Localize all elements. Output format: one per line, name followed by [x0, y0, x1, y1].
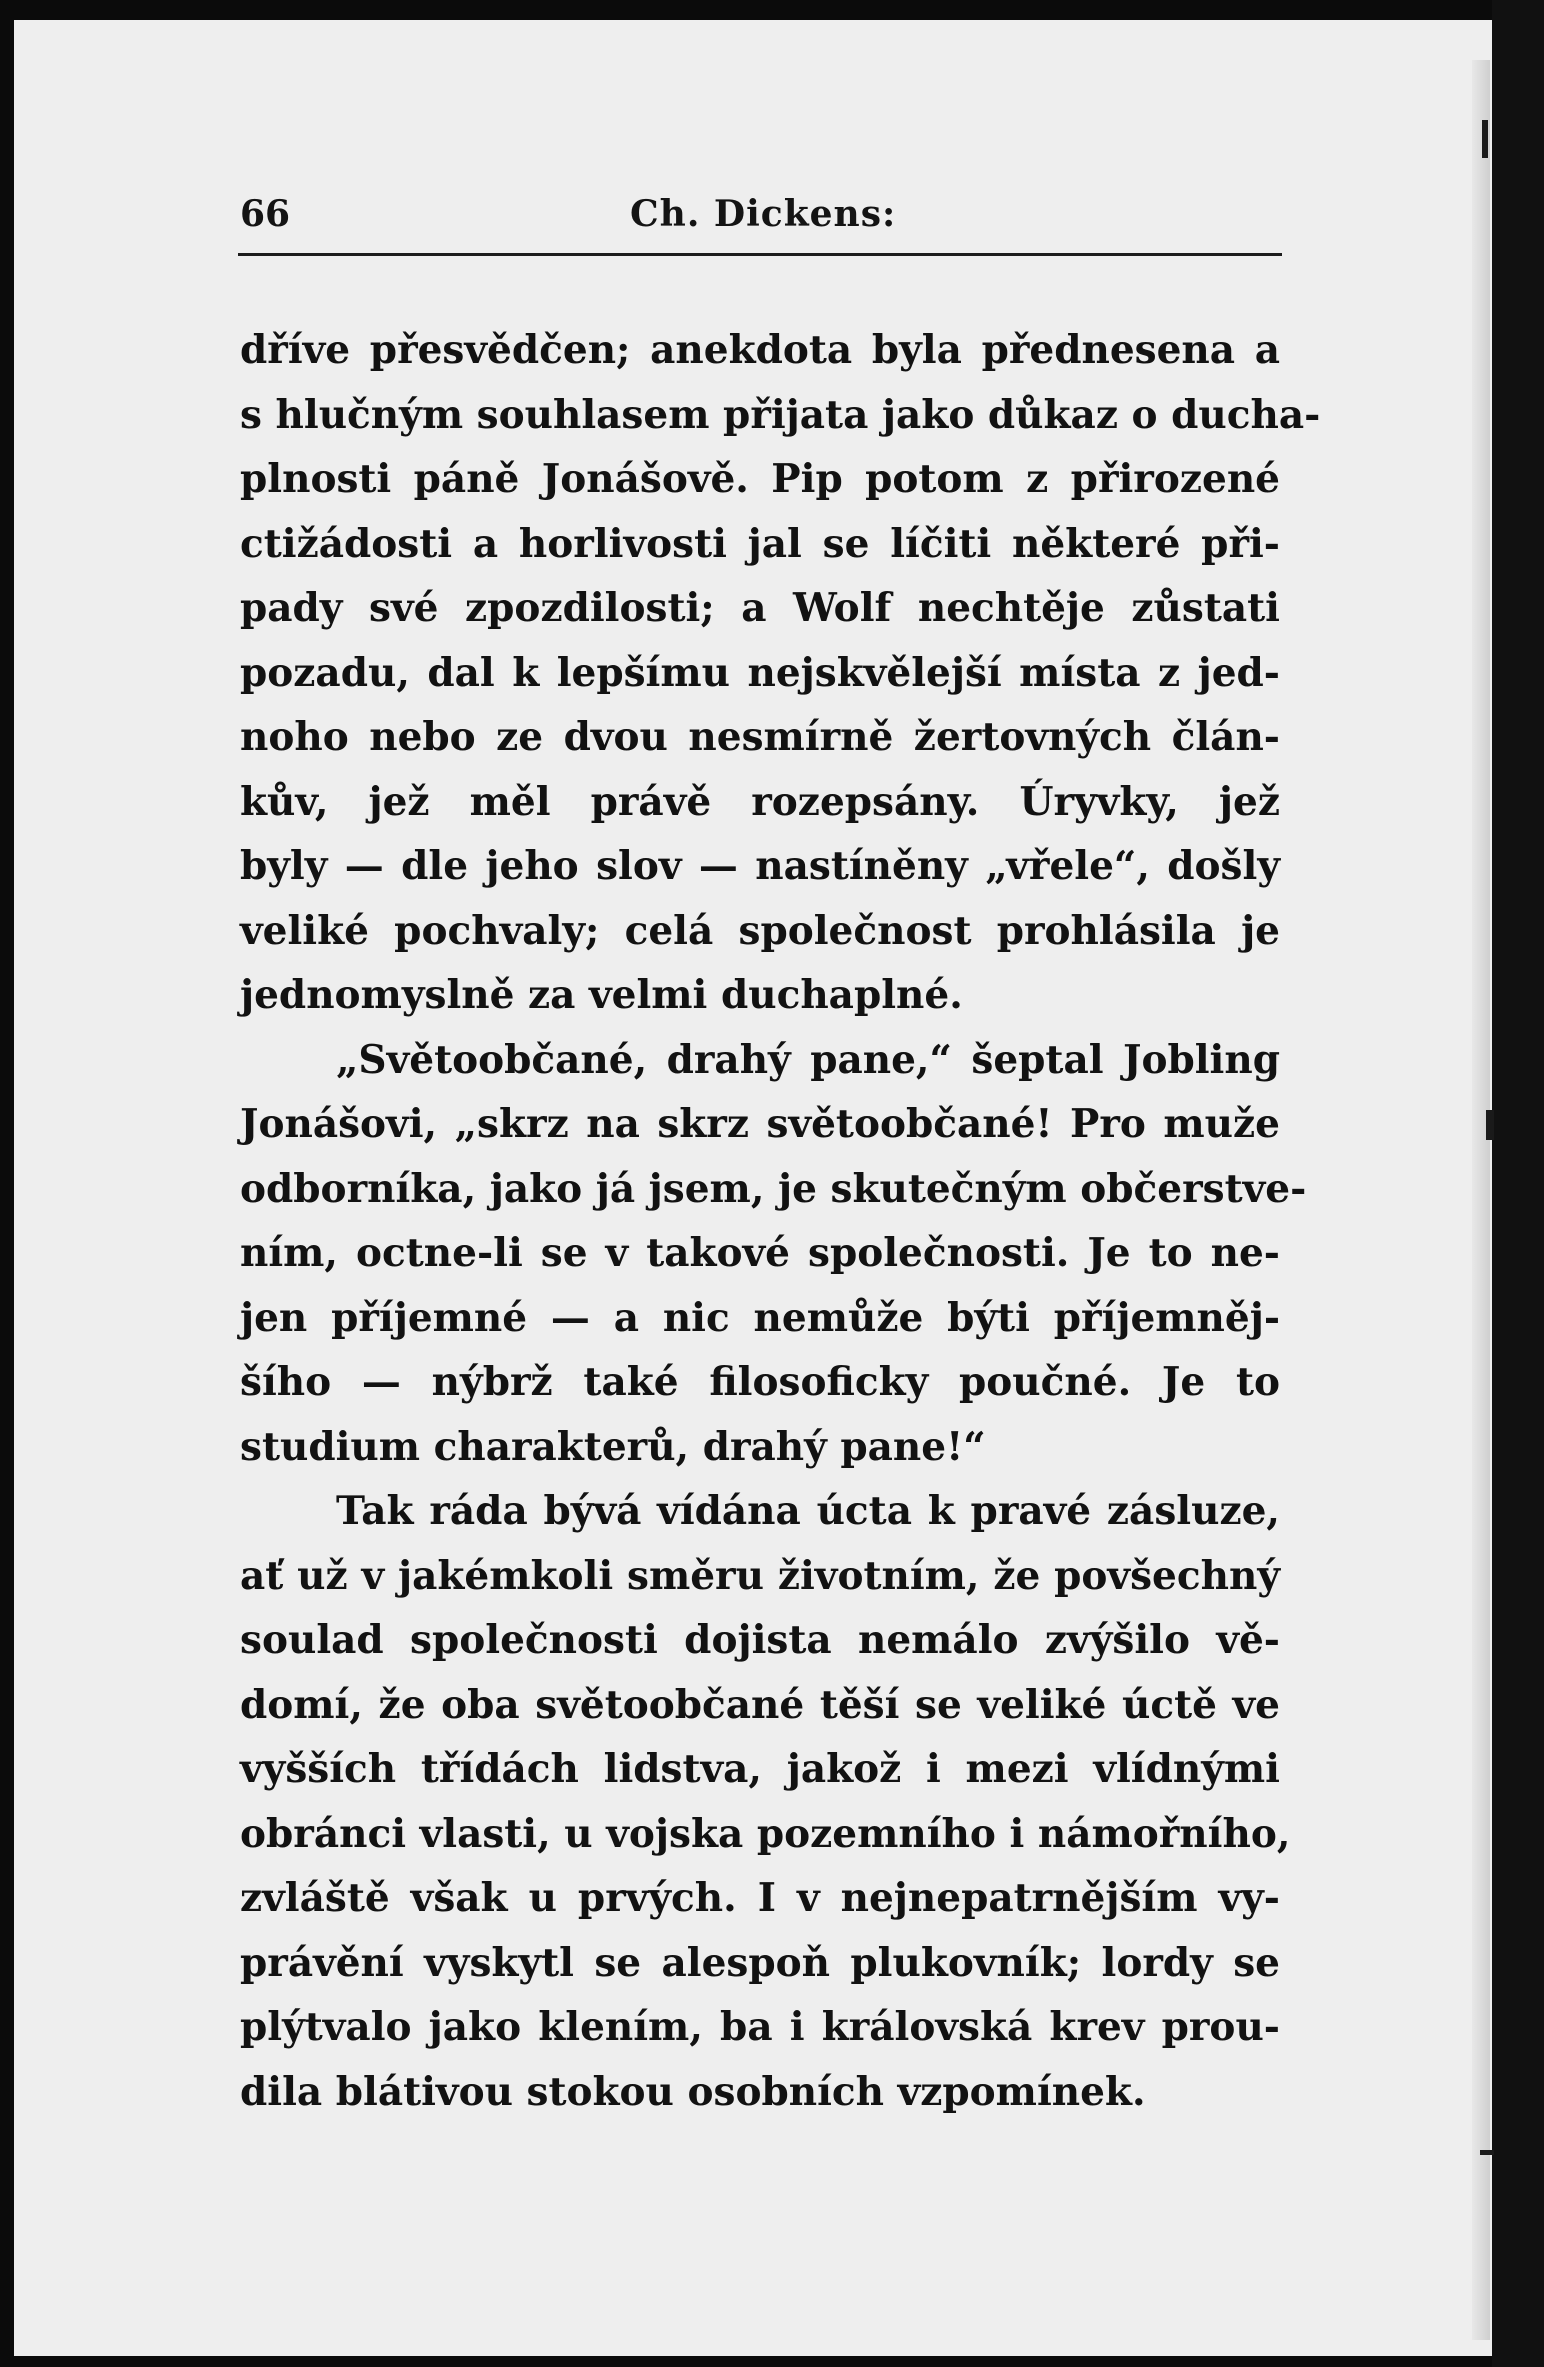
text-line: kův, jež měl právě rozepsány. Úryvky, jež: [240, 778, 1280, 825]
text-line: Jonášovi, „skrz na skrz světoobčané! Pro muže: [240, 1101, 1280, 1147]
scan-artifact: [1480, 2150, 1494, 2155]
text-line: pady své zpozdilosti; a Wolf nechtěje zůstati: [240, 585, 1280, 631]
scan-artifact: [1482, 120, 1488, 158]
text-line: pozadu, dal k lepšímu nejskvělejší místa z jed-: [240, 649, 1280, 696]
text-line: s hlučným souhlasem přijata jako důkaz o ducha-: [240, 391, 1321, 438]
page-number: 66: [240, 193, 291, 235]
text-line: ať už v jakémkoli směru životním, že povšechný: [240, 1552, 1280, 1599]
text-line: noho nebo ze dvou nesmírně žertovných člán-: [240, 714, 1280, 760]
text-line: šího — nýbrž také filosoficky poučné. Je to: [240, 1359, 1280, 1405]
text-line: soulad společnosti dojista nemálo zvýšilo vě-: [240, 1617, 1280, 1663]
text-line: ctižádosti a horlivosti jal se líčiti některé při-: [240, 520, 1280, 567]
text-line: obránci vlasti, u vojska pozemního i námořního,: [240, 1810, 1291, 1857]
text-line: Tak ráda bývá vídána úcta k pravé zásluze,: [336, 1488, 1280, 1534]
text-line: „Světoobčané, drahý pane,“ šeptal Jobling: [336, 1036, 1280, 1083]
text-line: jen příjemné — a nic nemůže býti příjemněj-: [240, 1294, 1280, 1341]
text-line: veliké pochvaly; celá společnost prohlásila je: [240, 907, 1280, 954]
page-edge-shadow: [1472, 60, 1490, 2340]
text-line: odborníka, jako já jsem, je skutečným občerstve-: [240, 1165, 1307, 1212]
text-line: dila blátivou stokou osobních vzpomínek.: [240, 2068, 1146, 2115]
running-head: Ch. Dickens:: [630, 193, 897, 235]
page-header: [240, 185, 1280, 245]
text-line: zvláště však u prvých. I v nejnepatrnějším vy-: [240, 1875, 1280, 1921]
text-line: jednomyslně za velmi duchaplné.: [240, 972, 963, 1018]
text-line: plýtvalo jako klením, ba i královská krev prou-: [240, 2004, 1280, 2050]
text-line: ním, octne-li se v takové společnosti. Je to ne-: [240, 1230, 1280, 1276]
text-line: byly — dle jeho slov — nastíněny „vřele“, došly: [240, 843, 1280, 889]
text-line: právění vyskytl se alespoň plukovník; lordy se: [240, 1939, 1280, 1986]
text-line: domí, že oba světoobčané těší se veliké úctě ve: [240, 1681, 1280, 1728]
header-rule: [238, 253, 1282, 256]
text-line: studium charakterů, drahý pane!“: [240, 1423, 986, 1470]
book-spine: [1492, 0, 1544, 2367]
text-line: plnosti páně Jonášově. Pip potom z přirozené: [240, 456, 1280, 502]
text-line: vyšších třídách lidstva, jakož i mezi vlídnými: [240, 1746, 1280, 1792]
scan-artifact: [1486, 1110, 1494, 1140]
text-line: dříve přesvědčen; anekdota byla přednesena a: [240, 327, 1280, 373]
body-text: [240, 318, 1321, 2124]
